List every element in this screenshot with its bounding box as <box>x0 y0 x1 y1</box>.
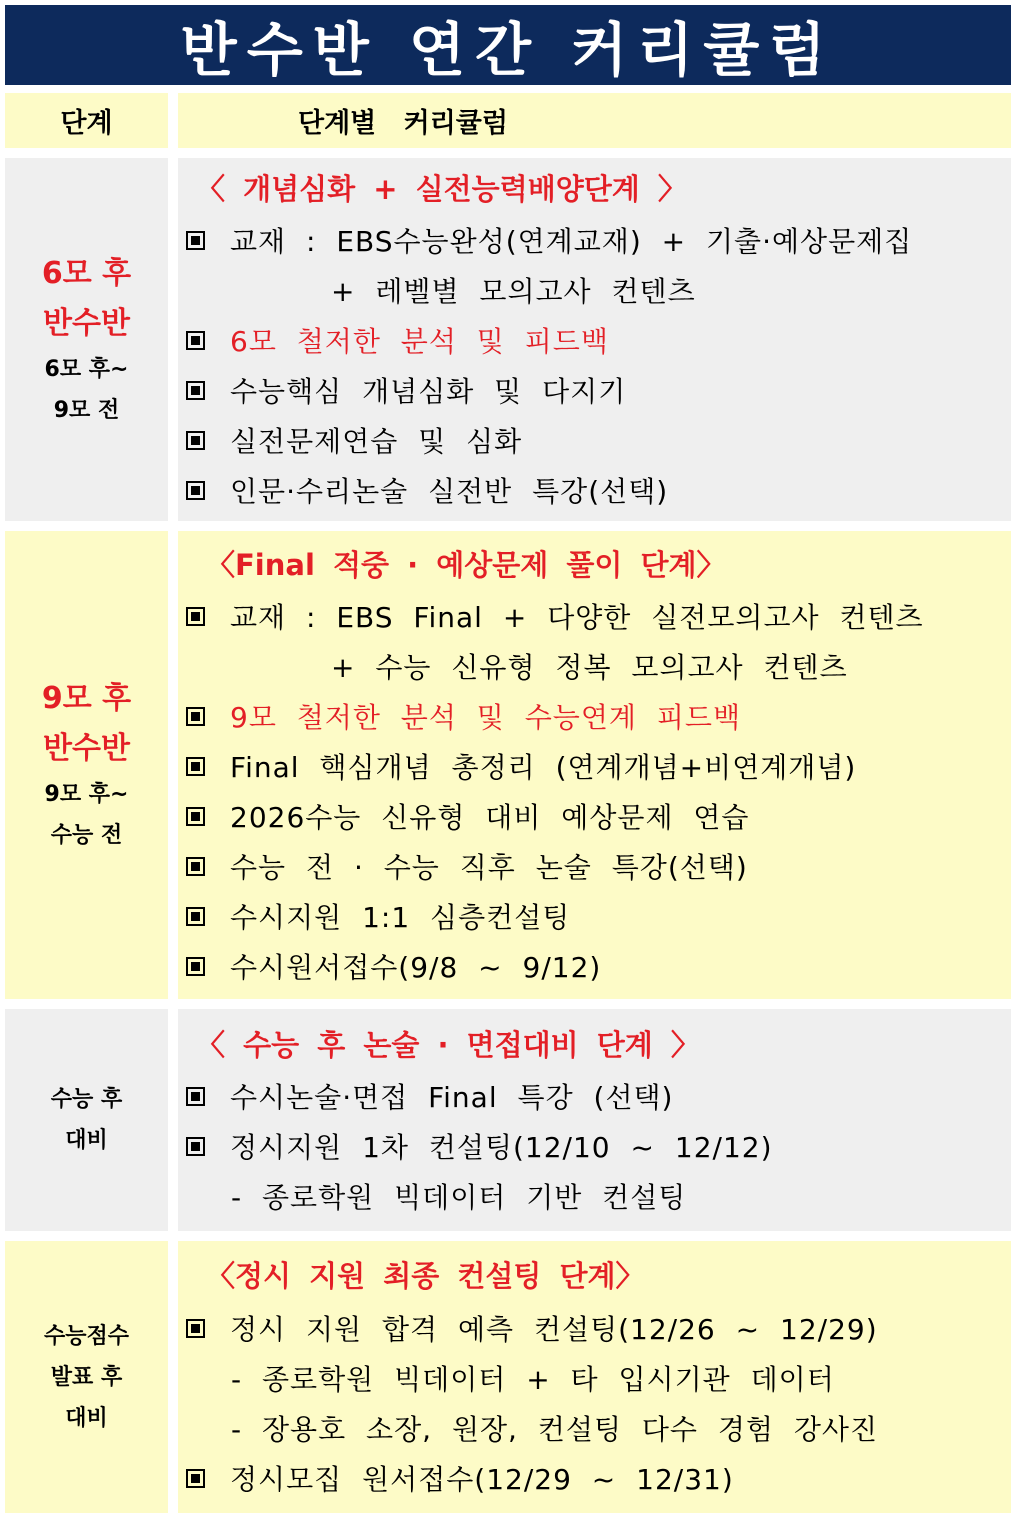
list-item: 교재 : EBS Final + 다양한 실전모의고사 컨텐츠 <box>186 598 924 638</box>
stage-period: 발표 후 <box>50 1364 123 1390</box>
square-bullet-icon <box>186 381 205 400</box>
square-bullet-icon <box>186 707 205 726</box>
stage-period: 9모 전 <box>53 397 120 423</box>
stage-period: 수능 후 <box>50 1087 123 1112</box>
stage-cell-3 <box>5 1009 168 1231</box>
header-curriculum <box>178 93 1011 148</box>
stage-period: 대비 <box>65 1405 108 1431</box>
list-item: 수시지원 1:1 심층컨설팅 <box>186 898 570 938</box>
header-stage-label: 단계 <box>60 108 113 139</box>
list-item-continuation: + 레벨별 모의고사 컨텐츠 <box>331 275 696 308</box>
stage-cell-1 <box>5 158 168 521</box>
stage-title: 6모 후 <box>41 255 132 291</box>
stage-title: 9모 후 <box>41 681 132 716</box>
square-bullet-icon <box>186 1137 205 1156</box>
list-item: 수시논술·면접 Final 특강 (선택) <box>186 1078 673 1118</box>
stage-period: 9모 후~ <box>44 782 129 807</box>
page-title: 반수반 연간 커리큘럼 <box>180 16 836 84</box>
stage-period: 대비 <box>65 1128 108 1153</box>
stage-cell-2 <box>5 531 168 999</box>
section-heading: 〈Final 적중 · 예상문제 풀이 단계〉 <box>206 548 726 582</box>
stage-cell-4 <box>5 1241 168 1513</box>
list-item: 정시모집 원서접수(12/29 ~ 12/31) <box>186 1460 734 1500</box>
stage-title: 반수반 <box>43 305 130 341</box>
section-heading: 〈정시 지원 최종 컨설팅 단계〉 <box>206 1259 645 1293</box>
square-bullet-icon <box>186 857 205 876</box>
square-bullet-icon <box>186 607 205 626</box>
header-curriculum-label: 단계별 커리큘럼 <box>298 108 508 139</box>
list-item-continuation: - 장용호 소장, 원장, 컨설팅 다수 경험 강사진 <box>231 1413 879 1446</box>
square-bullet-icon <box>186 1469 205 1488</box>
section-heading: 〈 수능 후 논술 · 면접대비 단계 〉 <box>196 1028 700 1062</box>
square-bullet-icon <box>186 331 205 350</box>
stage-period: 6모 후~ <box>44 356 129 382</box>
list-item: 인문·수리논술 실전반 특강(선택) <box>186 472 668 512</box>
stage-title: 반수반 <box>43 731 130 766</box>
stage-period: 수능 전 <box>50 823 123 848</box>
square-bullet-icon <box>186 231 205 250</box>
list-item: 정시 지원 합격 예측 컨설팅(12/26 ~ 12/29) <box>186 1310 878 1350</box>
square-bullet-icon <box>186 1319 205 1338</box>
list-item-continuation: - 종로학원 빅데이터 + 타 입시기관 데이터 <box>231 1363 835 1396</box>
list-item: 9모 철저한 분석 및 수능연계 피드백 <box>186 698 741 738</box>
section-heading: 〈 개념심화 + 실전능력배양단계 〉 <box>196 172 687 206</box>
list-item-continuation: + 수능 신유형 정복 모의고사 컨텐츠 <box>331 651 848 684</box>
square-bullet-icon <box>186 957 205 976</box>
square-bullet-icon <box>186 807 205 826</box>
list-item: 6모 철저한 분석 및 피드백 <box>186 322 609 362</box>
list-item: Final 핵심개념 총정리 (연계개념+비연계개념) <box>186 748 856 788</box>
stage-period: 수능점수 <box>43 1323 129 1349</box>
list-item: 수능핵심 개념심화 및 다지기 <box>186 372 626 412</box>
list-item: 실전문제연습 및 심화 <box>186 422 522 462</box>
list-item: 2026수능 신유형 대비 예상문제 연습 <box>186 798 750 838</box>
list-item-continuation: - 종로학원 빅데이터 기반 컨설팅 <box>231 1181 687 1214</box>
list-item: 수시원서접수(9/8 ~ 9/12) <box>186 948 601 988</box>
square-bullet-icon <box>186 757 205 776</box>
square-bullet-icon <box>186 907 205 926</box>
list-item: 수능 전 · 수능 직후 논술 특강(선택) <box>186 848 748 888</box>
list-item: 교재 : EBS수능완성(연계교재) + 기출·예상문제집 <box>186 222 912 262</box>
header-stage <box>5 93 168 148</box>
square-bullet-icon <box>186 431 205 450</box>
square-bullet-icon <box>186 1087 205 1106</box>
list-item: 정시지원 1차 컨설팅(12/10 ~ 12/12) <box>186 1128 773 1168</box>
title-bar <box>5 5 1011 85</box>
square-bullet-icon <box>186 481 205 500</box>
